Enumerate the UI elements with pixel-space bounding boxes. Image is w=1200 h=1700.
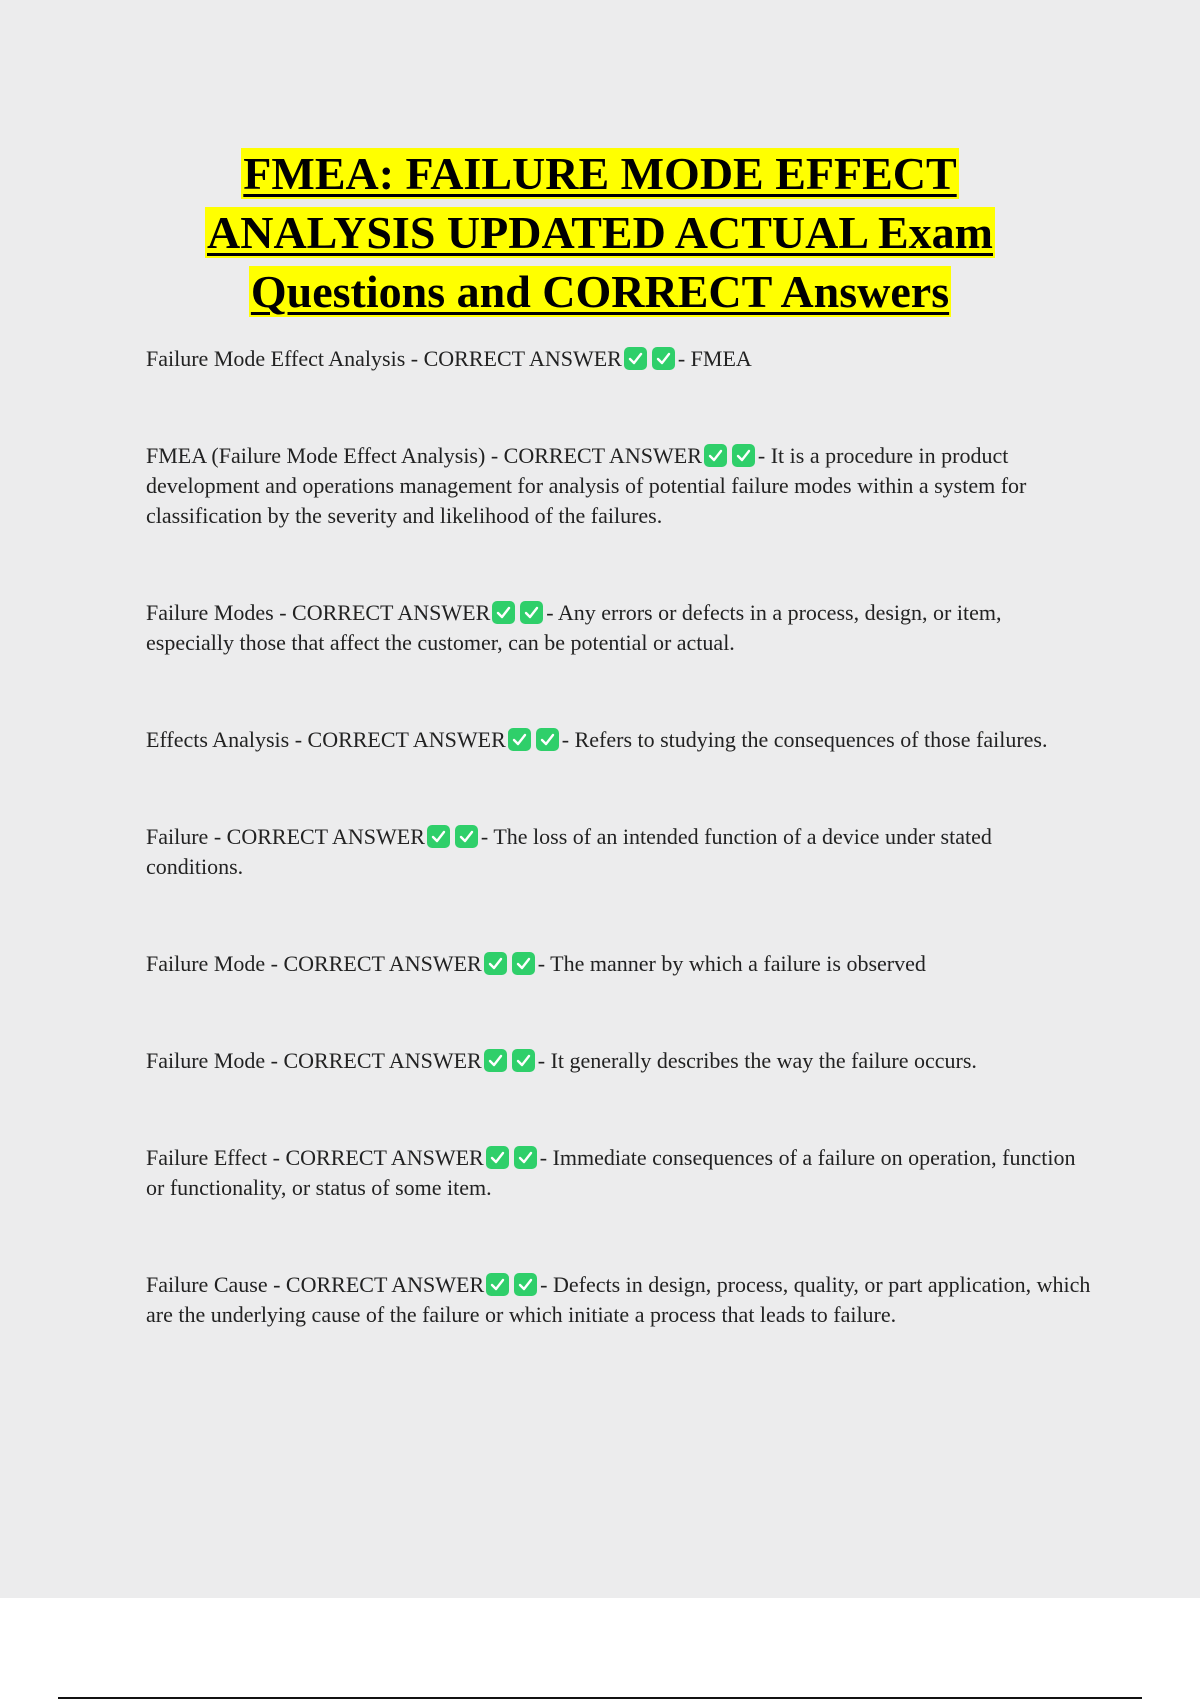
qa-answer: Any errors or defects in a process, design, or item, especially those that affect the customer, can be potential or actual.	[146, 600, 1002, 655]
qa-term: Failure Mode	[146, 1048, 266, 1073]
green-checkbox-icon	[704, 444, 727, 467]
title-line-3: Questions and CORRECT Answers	[250, 266, 950, 317]
green-checkbox-icon	[652, 347, 675, 370]
green-checkbox-icon	[536, 728, 559, 751]
qa-term: Failure Effect	[146, 1145, 268, 1170]
green-checkbox-icon	[512, 952, 535, 975]
correct-answer-label: CORRECT ANSWER	[285, 1272, 485, 1297]
qa-answer: It is a procedure in product development and operations management for analysis of potential failure modes within a system for classification by the severity and likelihood of the failures.	[146, 443, 1027, 528]
qa-answer: Refers to studying the consequences of those failures.	[574, 727, 1048, 752]
qa-list	[146, 344, 1091, 1397]
green-checkbox-icon	[514, 1146, 537, 1169]
page-title	[0, 144, 1200, 321]
qa-term: FMEA (Failure Mode Effect Analysis)	[146, 443, 486, 468]
qa-item: Effects Analysis - CORRECT ANSWER - Refers to studying the consequences of those failures.	[146, 727, 1048, 752]
correct-answer-label: CORRECT ANSWER	[283, 951, 482, 976]
green-checkbox-icon	[427, 825, 450, 848]
correct-answer-label: CORRECT ANSWER	[285, 1145, 484, 1170]
qa-item: Failure Cause - CORRECT ANSWER - Defects in design, process, quality, or part application, which are the underlying cause of the failure or which initiate a process that leads to failure.	[146, 1272, 1091, 1327]
qa-term: Failure Mode	[146, 951, 266, 976]
correct-answer-label: CORRECT ANSWER	[226, 824, 425, 849]
footer-divider	[58, 1697, 1142, 1699]
qa-item: Failure Mode - CORRECT ANSWER - The manner by which a failure is observed	[146, 951, 926, 976]
green-checkbox-icon	[624, 347, 647, 370]
qa-item: FMEA (Failure Mode Effect Analysis) - CORRECT ANSWER - It is a procedure in product development and operations management for analysis of potential failure modes within a system for classification by the severity and likelihood of the failures.	[146, 443, 1027, 528]
green-checkbox-icon	[514, 1273, 537, 1296]
qa-term: Failure Cause	[146, 1272, 268, 1297]
green-checkbox-icon	[508, 728, 531, 751]
qa-item: Failure Mode - CORRECT ANSWER - It generally describes the way the failure occurs.	[146, 1048, 977, 1073]
correct-answer-label: CORRECT ANSWER	[283, 1048, 482, 1073]
green-checkbox-icon	[484, 1049, 507, 1072]
qa-term: Failure Mode Effect Analysis	[146, 346, 406, 371]
green-checkbox-icon	[486, 1146, 509, 1169]
qa-answer: Immediate consequences of a failure on operation, function or functionality, or status of some item.	[146, 1145, 1076, 1200]
green-checkbox-icon	[455, 825, 478, 848]
qa-answer: The manner by which a failure is observed	[550, 951, 926, 976]
qa-item: Failure Mode Effect Analysis - CORRECT ANSWER - FMEA	[146, 346, 752, 371]
qa-answer: It generally describes the way the failure occurs.	[550, 1048, 977, 1073]
qa-item: Failure Modes - CORRECT ANSWER - Any errors or defects in a process, design, or item, especially those that affect the customer, can be potential or actual.	[146, 600, 1002, 655]
qa-term: Failure	[146, 824, 209, 849]
green-checkbox-icon	[484, 952, 507, 975]
qa-answer: Defects in design, process, quality, or part application, which are the underlying cause of the failure or which initiate a process that leads to failure.	[146, 1272, 1091, 1327]
qa-term: Effects Analysis	[146, 727, 290, 752]
correct-answer-label: CORRECT ANSWER	[503, 443, 702, 468]
correct-answer-label: CORRECT ANSWER	[292, 600, 491, 625]
title-line-1: FMEA: FAILURE MODE EFFECT	[243, 148, 957, 199]
green-checkbox-icon	[520, 601, 543, 624]
qa-item: Failure - CORRECT ANSWER - The loss of an intended function of a device under stated conditions.	[146, 824, 992, 879]
correct-answer-label: CORRECT ANSWER	[423, 346, 622, 371]
green-checkbox-icon	[732, 444, 755, 467]
qa-item: Failure Effect - CORRECT ANSWER - Immediate consequences of a failure on operation, function or functionality, or status of some item.	[146, 1145, 1076, 1200]
title-line-2: ANALYSIS UPDATED ACTUAL Exam	[207, 207, 993, 258]
qa-answer: The loss of an intended function of a device under stated conditions.	[146, 824, 992, 879]
green-checkbox-icon	[512, 1049, 535, 1072]
green-checkbox-icon	[486, 1273, 509, 1296]
green-checkbox-icon	[492, 601, 515, 624]
qa-answer: FMEA	[690, 346, 752, 371]
qa-term: Failure Modes	[146, 600, 274, 625]
correct-answer-label: CORRECT ANSWER	[307, 727, 506, 752]
